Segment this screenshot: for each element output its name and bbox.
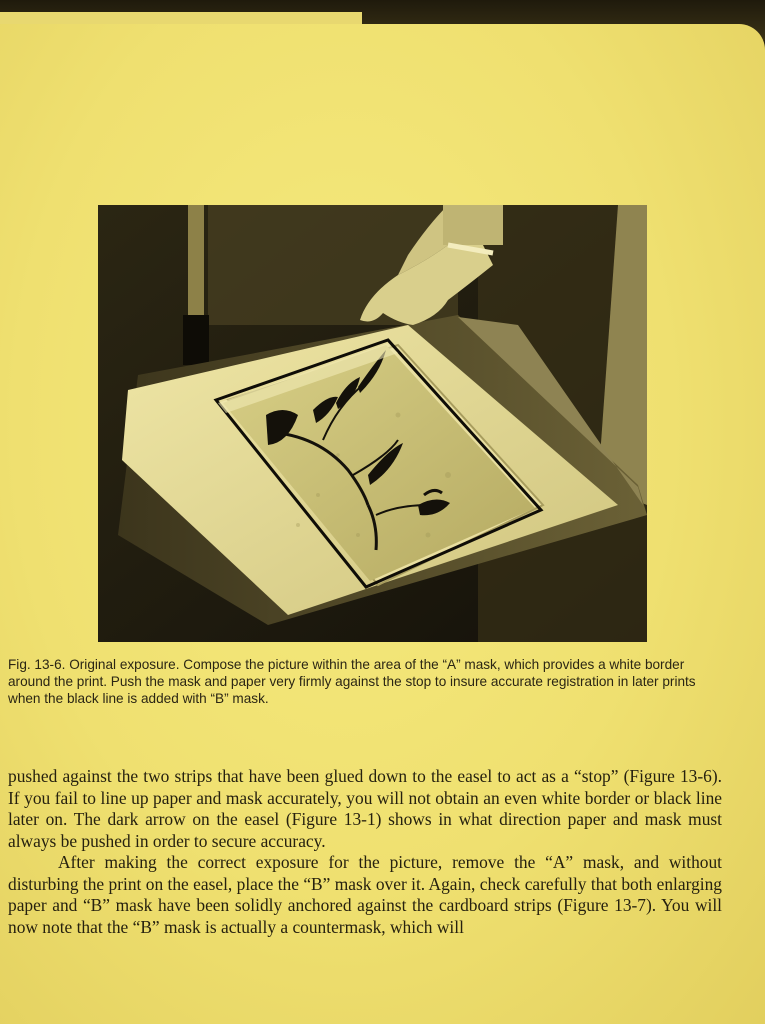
paragraph-1: pushed against the two strips that have been glued down to the easel to act as a “stop” (Figure 13-6). If you fail to line up paper and mask accurately, you will not obtain an even white border or black line later on. The dark arrow on the easel (Figure 13-1) shows in what direction paper and mask must always be pushed in order to secure accuracy. (8, 766, 722, 851)
figure-photo (98, 205, 647, 642)
body-text (8, 766, 722, 938)
figure-caption: Fig. 13-6. Original exposure. Compose the picture within the area of the “A” mask, which provides a white border around the print. Push the mask and paper very firmly against the stop to insure accurate registration in later prints when the black line is added with “B” mask. (8, 657, 696, 706)
paragraph-2: After making the correct exposure for the picture, remove the “A” mask, and without disturbing the print on the easel, place the “B” mask over it. Again, check carefully that both enlarging paper and “B” mask have been solidly anchored against the cardboard strips (Figure 13-7). You will now note that the “B” mask is actually a countermask, which will (8, 852, 722, 937)
